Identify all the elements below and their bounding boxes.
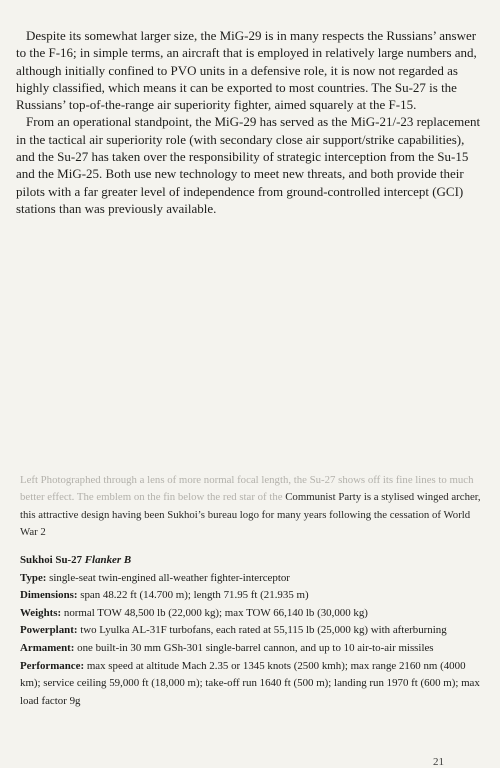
spec-value: normal TOW 48,500 lb (22,000 kg); max TOW 66,140 lb (30,000 kg) [61,606,368,619]
spec-row-powerplant [20,622,485,640]
spec-value: single-seat twin-engined all-weather fighter-interceptor [46,571,290,584]
body-paragraph-2: From an operational standpoint, the MiG-29 has served as the MiG-21/-23 replacement in the tactical air superiority role (with secondary close air support/strike capabilities), and the Su-27 has taken over the responsibility of strategic interception from the Su-15 and the MiG-25. Both use new technology to meet new threats, and both provide their pilots with a far greater level of independence from ground-controlled intercept (GCI) stations than was previously available. [16,114,481,216]
spec-value: span 48.22 ft (14.700 m); length 71.95 ft (21.935 m) [77,589,309,602]
spec-title-name: Sukhoi Su-27 [20,554,85,566]
spec-value: one built-in 30 mm GSh-301 single-barrel cannon, and up to 10 air-to-air missiles [74,641,434,654]
spec-title [20,552,485,570]
caption-part-2: Communist Party is a stylised winged archer, this attractive design having been Sukhoi’s bureau logo for many years following the cessation of World War 2 [20,491,481,539]
spec-row-type [20,570,485,588]
spec-label: Type: [20,571,47,584]
spec-row-weights [20,605,485,623]
page-number: 21 [433,756,444,768]
spec-value: max speed at altitude Mach 2.35 or 1345 knots (2500 kmh); max range 2160 nm (4000 km); service ceiling 59,000 ft (18,000 m); take-off run 1640 ft (500 m); landing run 1970 ft (600 m); max load factor 9g [20,659,480,707]
body-text [16,27,486,217]
spec-label: Dimensions: [20,589,78,602]
spec-title-variant: Flanker B [84,554,132,566]
spec-label: Powerplant: [20,624,78,637]
spec-label: Performance: [20,659,85,672]
spec-row-dimensions [20,587,485,605]
spec-value: two Lyulka AL-31F turbofans, each rated at 55,115 lb (25,000 kg) with afterburning [77,624,447,637]
spec-row-armament [20,640,485,658]
body-paragraph-1: Despite its somewhat larger size, the MiG-29 is in many respects the Russians’ answer to the F-16; in simple terms, an aircraft that is employed in relatively large numbers and, although initially confined to PVO units in a defensive role, it is now not regarded as highly classified, which means it can be exported to most countries. The Su-27 is the Russians’ top-of-the-range air superiority fighter, aimed squarely at the F-15. [16,28,477,113]
spec-label: Weights: [20,606,62,619]
caption-part-1: Left Photographed through a lens of more normal focal length, the Su-27 shows off its fine lines to much better effect. The emblem on the fin below the red star of the [20,474,474,504]
spec-row-performance [20,658,485,711]
spec-label: Armament: [20,641,75,654]
photo-caption [20,472,488,542]
spec-block [20,552,485,710]
